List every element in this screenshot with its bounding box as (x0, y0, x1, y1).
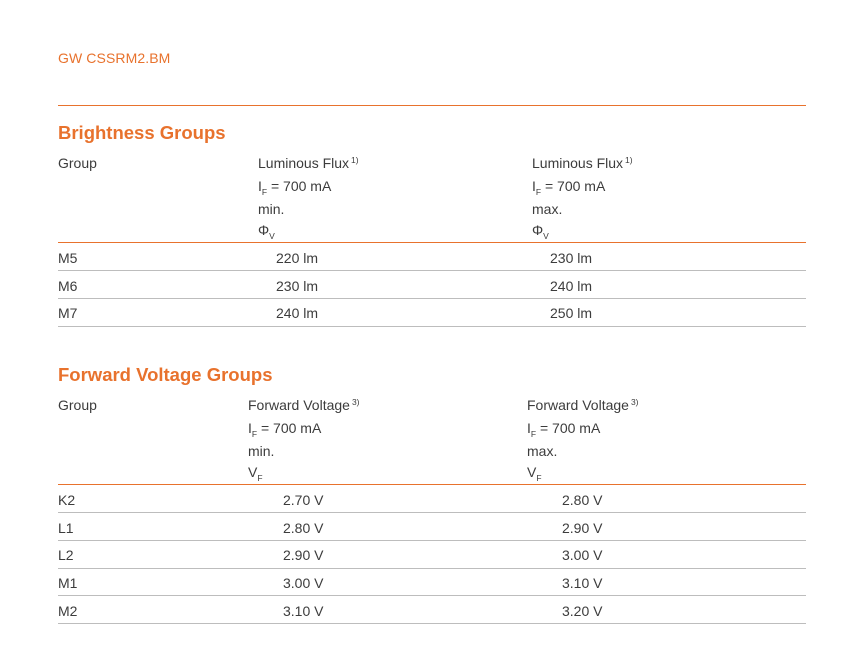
table-cell-max: 2.90 V (562, 520, 603, 536)
table-cell-max: 3.20 V (562, 603, 603, 619)
table-row-divider (58, 540, 806, 541)
header-divider (58, 105, 806, 106)
table-cell-group: M5 (58, 250, 78, 266)
brightness-header-max: Luminous Flux $^{1)}$ $I_F = 700$ mA max. $\Phi_V$ (532, 155, 633, 241)
table-cell-max: 230 lm (550, 250, 593, 266)
table-row-divider (58, 623, 806, 624)
table-cell-group: M1 (58, 575, 78, 591)
table-cell-min: 220 lm (276, 250, 319, 266)
table-cell-group: L2 (58, 547, 74, 563)
table-cell-group: M2 (58, 603, 78, 619)
voltage-section-title: Forward Voltage Groups (58, 364, 273, 385)
brightness-header-min: Luminous Flux $^{1)}$ $I_F = 700$ mA min. $\Phi_V$ (258, 155, 359, 241)
table-cell-group: K2 (58, 492, 76, 508)
brightness-section-title: Brightness Groups (58, 122, 226, 143)
table-cell-min: 2.90 V (283, 547, 324, 563)
table-row-divider (58, 512, 806, 513)
table-row-divider (58, 595, 806, 596)
voltage-header-rule (58, 484, 806, 485)
voltage-header-group: Group (58, 397, 97, 413)
table-cell-max: 3.10 V (562, 575, 603, 591)
brightness-header-rule (58, 242, 806, 243)
table-cell-group: M6 (58, 278, 78, 294)
voltage-header-max: Forward Voltage $^{3)}$ $I_F = 700$ mA max. $V_F$ (527, 397, 639, 483)
table-cell-group: M7 (58, 305, 78, 321)
table-cell-max: 3.00 V (562, 547, 603, 563)
table-cell-min: 3.00 V (283, 575, 324, 591)
table-cell-min: 3.10 V (283, 603, 324, 619)
table-row-divider (58, 568, 806, 569)
table-cell-min: 230 lm (276, 278, 319, 294)
table-row-divider (58, 270, 806, 271)
table-cell-max: 250 lm (550, 305, 593, 321)
table-cell-max: 2.80 V (562, 492, 603, 508)
table-cell-min: 240 lm (276, 305, 319, 321)
table-row-divider (58, 298, 806, 299)
table-row-divider (58, 326, 806, 327)
table-cell-min: 2.70 V (283, 492, 324, 508)
document-id: GW CSSRM2.BM (58, 50, 171, 66)
table-cell-min: 2.80 V (283, 520, 324, 536)
brightness-header-group: Group (58, 155, 97, 171)
table-cell-group: L1 (58, 520, 74, 536)
voltage-header-min: Forward Voltage $^{3)}$ $I_F = 700$ mA min. $V_F$ (248, 397, 360, 483)
table-cell-max: 240 lm (550, 278, 593, 294)
